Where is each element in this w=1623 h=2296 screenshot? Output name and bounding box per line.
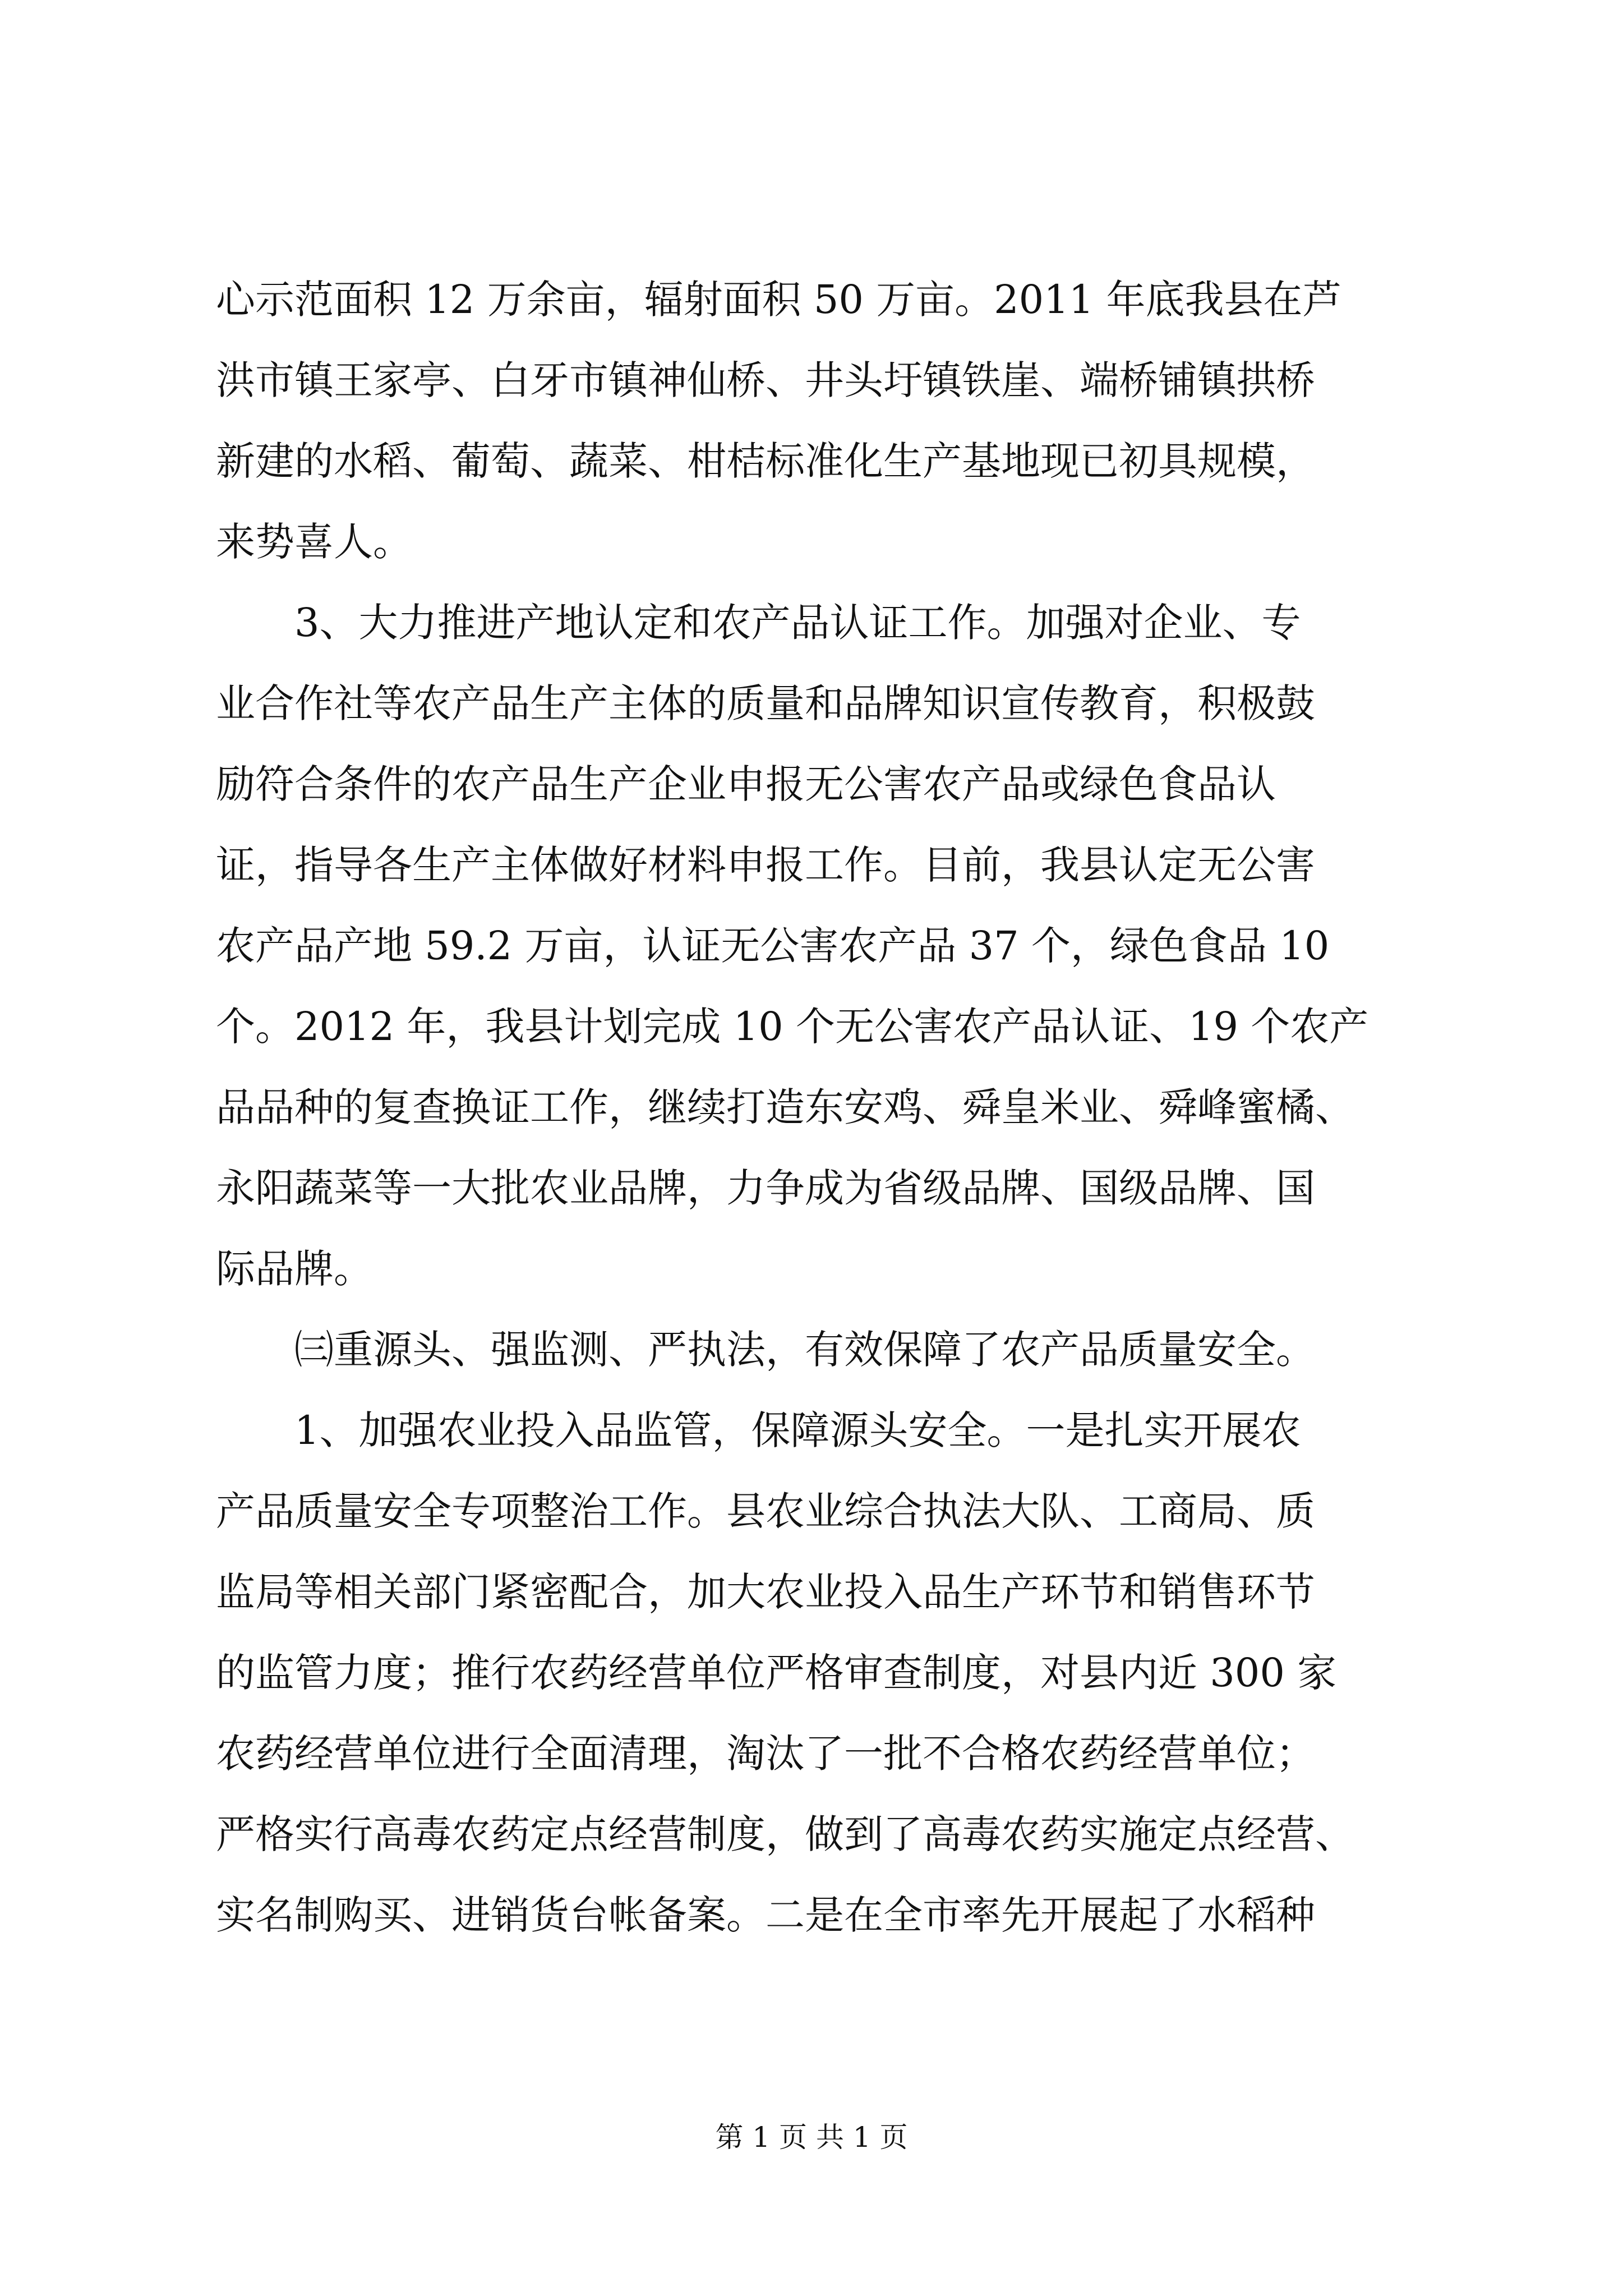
paragraph-start-line: 1、加强农业投入品监管，保障源头安全。一是扎实开展农 — [294, 1407, 1301, 1453]
text-line: 证，指导各生产主体做好材料申报工作。目前，我县认定无公害 — [216, 842, 1315, 888]
page-number-label: 第 1 页 共 1 页 — [715, 2121, 908, 2154]
text-line: 农药经营单位进行全面清理，淘汰了一批不合格农药经营单位； — [216, 1731, 1315, 1777]
text-line: 来势喜人。 — [216, 519, 412, 565]
text-line: 洪市镇王家亭、白牙市镇神仙桥、井头圩镇铁崖、端桥铺镇拱桥 — [216, 357, 1315, 403]
text-line: 品品种的复查换证工作，继续打造东安鸡、舜皇米业、舜峰蜜橘、 — [216, 1084, 1354, 1130]
text-line: 心示范面积 12 万余亩，辐射面积 50 万亩。2011 年底我县在芦 — [216, 277, 1342, 323]
text-line: 永阳蔬菜等一大批农业品牌，力争成为省级品牌、国级品牌、国 — [216, 1165, 1315, 1211]
text-line: 新建的水稻、葡萄、蔬菜、柑桔标准化生产基地现已初具规模， — [216, 438, 1315, 484]
text-line: 业合作社等农产品生产主体的质量和品牌知识宣传教育，积极鼓 — [216, 680, 1315, 726]
text-line: 农产品产地 59.2 万亩，认证无公害农产品 37 个，绿色食品 10 — [216, 923, 1330, 969]
paragraph-start-line: 3、大力推进产地认定和农产品认证工作。加强对企业、专 — [294, 600, 1301, 646]
text-line: 产品质量安全专项整治工作。县农业综合执法大队、工商局、质 — [216, 1488, 1315, 1534]
text-line: 际品牌。 — [216, 1246, 373, 1292]
text-line: 励符合条件的农产品生产企业申报无公害农产品或绿色食品认 — [216, 761, 1276, 807]
text-line: 监局等相关部门紧密配合，加大农业投入品生产环节和销售环节 — [216, 1569, 1315, 1615]
text-line: 个。2012 年，我县计划完成 10 个无公害农产品认证、19 个农产 — [216, 1004, 1369, 1050]
page-footer — [0, 2118, 1623, 2157]
text-line: 的监管力度；推行农药经营单位严格审查制度，对县内近 300 家 — [216, 1650, 1337, 1696]
text-line: 实名制购买、进销货台帐备案。二是在全市率先开展起了水稻种 — [216, 1892, 1315, 1938]
text-line: 严格实行高毒农药定点经营制度，做到了高毒农药实施定点经营、 — [216, 1811, 1354, 1857]
document-body — [216, 259, 1422, 1955]
section-heading-line: ㈢重源头、强监测、严执法，有效保障了农产品质量安全。 — [294, 1327, 1315, 1373]
